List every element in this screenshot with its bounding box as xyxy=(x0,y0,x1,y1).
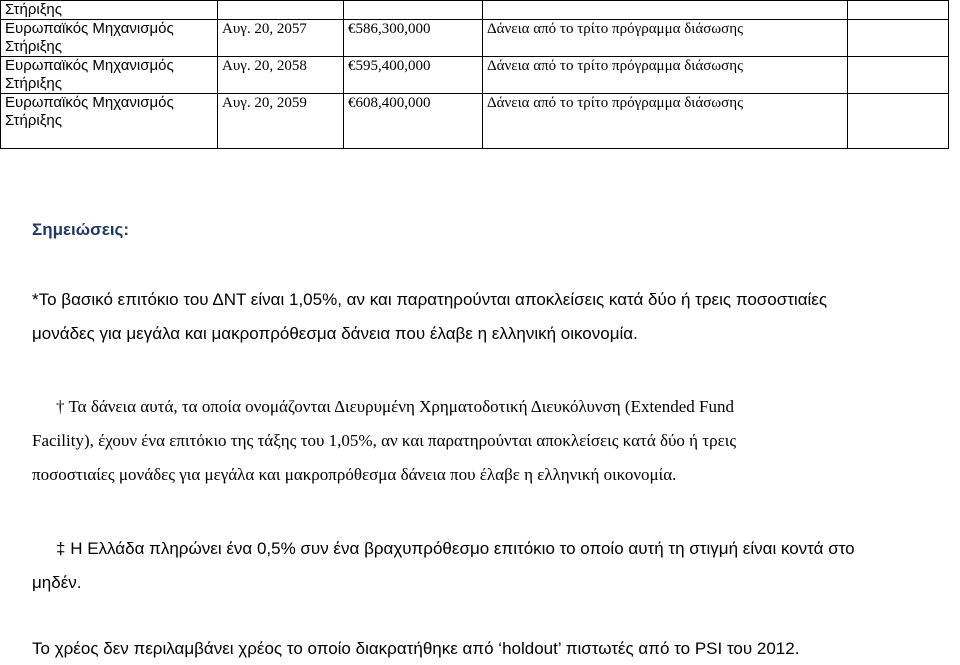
amount-cell: €608,400,000 xyxy=(344,94,483,149)
lender-cell xyxy=(1,20,218,57)
lender-line: Στήριξης xyxy=(5,75,62,92)
lender-cell xyxy=(1,94,218,149)
empty-cell xyxy=(848,94,949,149)
debt-table xyxy=(0,0,949,149)
note-line: *Το βασικό επιτόκιο του ΔΝΤ είναι 1,05%, αν και παρατηρούνται αποκλείσεις κατά δύο ή τρεις ποσοστιαίες xyxy=(32,290,828,309)
note-ecb-rate xyxy=(32,283,932,351)
note-greece-rate xyxy=(32,532,932,600)
note-line: Τα δάνεια αυτά, τα οποία ονομάζονται Διευρυμένη Χρηματοδοτική Διευκόλυνση (Extended Fund xyxy=(64,397,734,416)
table-row xyxy=(1,94,949,149)
notes-heading: Σημειώσεις: xyxy=(32,220,130,239)
empty-cell xyxy=(848,57,949,94)
table-row xyxy=(1,1,949,20)
amount-cell xyxy=(344,1,483,20)
table-row xyxy=(1,20,949,57)
dagger-mark: † xyxy=(56,397,65,416)
date-cell xyxy=(218,1,344,20)
empty-cell xyxy=(848,20,949,57)
note-line: ποσοστιαίες μονάδες για μεγάλα και μακροπρόθεσμα δάνεια που έλαβε η ελληνική οικονομία. xyxy=(32,465,677,484)
lender-cell xyxy=(1,1,218,20)
date-cell: Αυγ. 20, 2058 xyxy=(218,57,344,94)
amount-cell: €586,300,000 xyxy=(344,20,483,57)
lender-line: Ευρωπαϊκός Μηχανισμός xyxy=(5,20,174,37)
double-dagger-mark: ‡ xyxy=(56,539,66,558)
note-line: Το χρέος δεν περιλαμβάνει χρέος το οποίο διακρατήθηκε από ‘holdout’ πιστωτές από το PSI του 2012. xyxy=(32,639,800,658)
lender-line: Ευρωπαϊκός Μηχανισμός xyxy=(5,57,174,74)
description-cell: Δάνεια από το τρίτο πρόγραμμα διάσωσης xyxy=(483,20,848,57)
lender-line: Στήριξης xyxy=(5,1,62,18)
note-line: μονάδες για μεγάλα και μακροπρόθεσμα δάνεια που έλαβε η ελληνική οικονομία. xyxy=(32,324,638,343)
empty-cell xyxy=(848,1,949,20)
note-line: Facility), έχουν ένα επιτόκιο της τάξης του 1,05%, αν και παρατηρούνται αποκλείσεις κατά δύο ή τρεις xyxy=(32,431,737,450)
note-line: Η Ελλάδα πληρώνει ένα 0,5% συν ένα βραχυπρόθεσμο επιτόκιο το οποίο αυτή τη στιγμή είναι κοντά στο xyxy=(65,539,855,558)
date-cell: Αυγ. 20, 2057 xyxy=(218,20,344,57)
description-cell: Δάνεια από το τρίτο πρόγραμμα διάσωσης xyxy=(483,57,848,94)
table-row xyxy=(1,57,949,94)
lender-line: Στήριξης xyxy=(5,112,62,129)
amount-cell: €595,400,000 xyxy=(344,57,483,94)
description-cell: Δάνεια από το τρίτο πρόγραμμα διάσωσης xyxy=(483,94,848,149)
lender-line: Ευρωπαϊκός Μηχανισμός xyxy=(5,94,174,111)
lender-cell xyxy=(1,57,218,94)
note-extended-fund-facility xyxy=(32,390,932,492)
lender-line: Στήριξης xyxy=(5,38,62,55)
note-line: μηδέν. xyxy=(32,573,82,592)
description-cell xyxy=(483,1,848,20)
date-cell: Αυγ. 20, 2059 xyxy=(218,94,344,149)
note-holdout-debt xyxy=(32,638,932,660)
